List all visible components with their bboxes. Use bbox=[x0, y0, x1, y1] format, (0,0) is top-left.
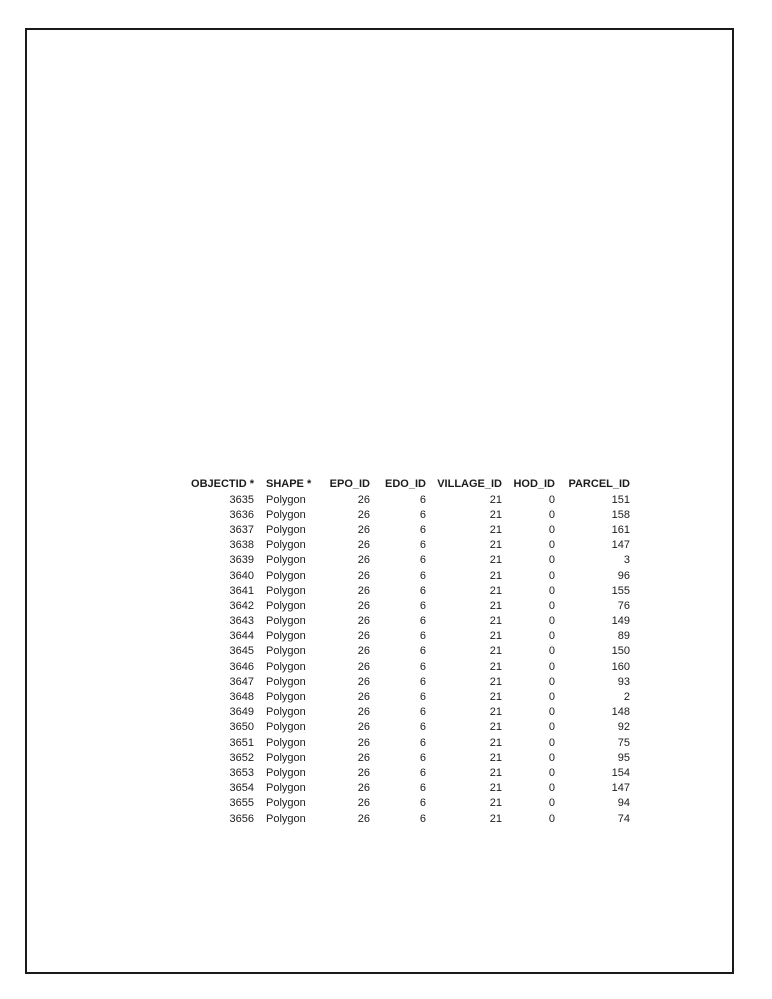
cell-hod_id: 0 bbox=[548, 660, 555, 673]
cell-village_id: 21 bbox=[489, 599, 502, 612]
table-row bbox=[190, 568, 630, 583]
cell-hod_id: 0 bbox=[548, 493, 555, 506]
cell-parcel_id: 158 bbox=[611, 508, 630, 521]
cell-hod_id: 0 bbox=[548, 584, 555, 597]
table-row bbox=[190, 659, 630, 674]
cell-parcel_id: 154 bbox=[611, 766, 630, 779]
cell-edo_id: 6 bbox=[419, 615, 426, 628]
cell-edo_id: 6 bbox=[419, 766, 426, 779]
cell-edo_id: 6 bbox=[419, 584, 426, 597]
cell-shape: Polygon bbox=[266, 675, 306, 688]
column-header-epo_id: EPO_ID bbox=[329, 478, 370, 490]
cell-hod_id: 0 bbox=[548, 675, 555, 688]
cell-edo_id: 6 bbox=[419, 782, 426, 795]
table-row bbox=[190, 811, 630, 826]
cell-village_id: 21 bbox=[489, 691, 502, 704]
cell-village_id: 21 bbox=[489, 508, 502, 521]
cell-village_id: 21 bbox=[489, 766, 502, 779]
cell-epo_id: 26 bbox=[357, 736, 370, 749]
cell-shape: Polygon bbox=[266, 736, 306, 749]
cell-objectid: 3648 bbox=[229, 691, 254, 704]
cell-epo_id: 26 bbox=[357, 797, 370, 810]
cell-shape: Polygon bbox=[266, 721, 306, 734]
cell-parcel_id: 75 bbox=[617, 736, 630, 749]
table-row bbox=[190, 507, 630, 522]
cell-village_id: 21 bbox=[489, 584, 502, 597]
cell-parcel_id: 92 bbox=[617, 721, 630, 734]
cell-parcel_id: 89 bbox=[617, 630, 630, 643]
cell-edo_id: 6 bbox=[419, 569, 426, 582]
cell-epo_id: 26 bbox=[357, 691, 370, 704]
cell-edo_id: 6 bbox=[419, 721, 426, 734]
cell-hod_id: 0 bbox=[548, 691, 555, 704]
table-row bbox=[190, 553, 630, 568]
table-row bbox=[190, 689, 630, 704]
table-body bbox=[190, 492, 630, 826]
cell-edo_id: 6 bbox=[419, 539, 426, 552]
cell-edo_id: 6 bbox=[419, 493, 426, 506]
cell-shape: Polygon bbox=[266, 766, 306, 779]
cell-edo_id: 6 bbox=[419, 599, 426, 612]
cell-objectid: 3647 bbox=[229, 675, 254, 688]
cell-edo_id: 6 bbox=[419, 812, 426, 825]
cell-hod_id: 0 bbox=[548, 812, 555, 825]
cell-epo_id: 26 bbox=[357, 615, 370, 628]
cell-objectid: 3638 bbox=[229, 539, 254, 552]
cell-parcel_id: 148 bbox=[611, 706, 630, 719]
cell-shape: Polygon bbox=[266, 691, 306, 704]
cell-shape: Polygon bbox=[266, 797, 306, 810]
cell-edo_id: 6 bbox=[419, 508, 426, 521]
cell-objectid: 3646 bbox=[229, 660, 254, 673]
cell-village_id: 21 bbox=[489, 736, 502, 749]
table-row bbox=[190, 674, 630, 689]
table-row bbox=[190, 522, 630, 537]
cell-village_id: 21 bbox=[489, 493, 502, 506]
table-row bbox=[190, 705, 630, 720]
cell-village_id: 21 bbox=[489, 569, 502, 582]
cell-epo_id: 26 bbox=[357, 493, 370, 506]
cell-shape: Polygon bbox=[266, 630, 306, 643]
cell-edo_id: 6 bbox=[419, 751, 426, 764]
cell-edo_id: 6 bbox=[419, 554, 426, 567]
cell-objectid: 3642 bbox=[229, 599, 254, 612]
cell-objectid: 3655 bbox=[229, 797, 254, 810]
cell-objectid: 3645 bbox=[229, 645, 254, 658]
cell-village_id: 21 bbox=[489, 645, 502, 658]
column-header-hod_id: HOD_ID bbox=[513, 478, 555, 490]
cell-hod_id: 0 bbox=[548, 782, 555, 795]
cell-parcel_id: 93 bbox=[617, 675, 630, 688]
cell-objectid: 3639 bbox=[229, 554, 254, 567]
cell-shape: Polygon bbox=[266, 508, 306, 521]
cell-objectid: 3649 bbox=[229, 706, 254, 719]
cell-epo_id: 26 bbox=[357, 706, 370, 719]
cell-edo_id: 6 bbox=[419, 706, 426, 719]
cell-parcel_id: 160 bbox=[611, 660, 630, 673]
cell-objectid: 3636 bbox=[229, 508, 254, 521]
cell-hod_id: 0 bbox=[548, 766, 555, 779]
cell-shape: Polygon bbox=[266, 645, 306, 658]
cell-parcel_id: 96 bbox=[617, 569, 630, 582]
cell-village_id: 21 bbox=[489, 721, 502, 734]
cell-hod_id: 0 bbox=[548, 508, 555, 521]
cell-objectid: 3653 bbox=[229, 766, 254, 779]
cell-epo_id: 26 bbox=[357, 812, 370, 825]
cell-epo_id: 26 bbox=[357, 766, 370, 779]
table-row bbox=[190, 538, 630, 553]
table-row bbox=[190, 765, 630, 780]
cell-edo_id: 6 bbox=[419, 630, 426, 643]
cell-shape: Polygon bbox=[266, 493, 306, 506]
table-row bbox=[190, 614, 630, 629]
cell-objectid: 3635 bbox=[229, 493, 254, 506]
cell-edo_id: 6 bbox=[419, 523, 426, 536]
cell-epo_id: 26 bbox=[357, 584, 370, 597]
cell-village_id: 21 bbox=[489, 615, 502, 628]
column-header-parcel_id: PARCEL_ID bbox=[568, 478, 630, 490]
cell-hod_id: 0 bbox=[548, 523, 555, 536]
cell-edo_id: 6 bbox=[419, 645, 426, 658]
cell-parcel_id: 3 bbox=[623, 554, 630, 567]
cell-objectid: 3654 bbox=[229, 782, 254, 795]
table-row bbox=[190, 644, 630, 659]
cell-parcel_id: 151 bbox=[611, 493, 630, 506]
table-row bbox=[190, 629, 630, 644]
cell-village_id: 21 bbox=[489, 782, 502, 795]
table-row bbox=[190, 796, 630, 811]
cell-shape: Polygon bbox=[266, 584, 306, 597]
column-header-shape: SHAPE * bbox=[266, 478, 312, 490]
cell-objectid: 3656 bbox=[229, 812, 254, 825]
cell-hod_id: 0 bbox=[548, 751, 555, 764]
cell-objectid: 3651 bbox=[229, 736, 254, 749]
cell-hod_id: 0 bbox=[548, 706, 555, 719]
attribute-table bbox=[190, 476, 630, 826]
cell-parcel_id: 74 bbox=[617, 812, 630, 825]
cell-hod_id: 0 bbox=[548, 736, 555, 749]
table-row bbox=[190, 598, 630, 613]
cell-epo_id: 26 bbox=[357, 569, 370, 582]
cell-epo_id: 26 bbox=[357, 751, 370, 764]
column-header-edo_id: EDO_ID bbox=[385, 478, 426, 490]
cell-shape: Polygon bbox=[266, 751, 306, 764]
cell-parcel_id: 155 bbox=[611, 584, 630, 597]
cell-edo_id: 6 bbox=[419, 675, 426, 688]
cell-village_id: 21 bbox=[489, 706, 502, 719]
cell-epo_id: 26 bbox=[357, 630, 370, 643]
cell-edo_id: 6 bbox=[419, 797, 426, 810]
cell-objectid: 3643 bbox=[229, 615, 254, 628]
cell-shape: Polygon bbox=[266, 569, 306, 582]
cell-epo_id: 26 bbox=[357, 599, 370, 612]
cell-shape: Polygon bbox=[266, 812, 306, 825]
cell-village_id: 21 bbox=[489, 554, 502, 567]
cell-village_id: 21 bbox=[489, 797, 502, 810]
cell-village_id: 21 bbox=[489, 523, 502, 536]
cell-epo_id: 26 bbox=[357, 660, 370, 673]
column-header-village_id: VILLAGE_ID bbox=[437, 478, 502, 490]
cell-shape: Polygon bbox=[266, 523, 306, 536]
cell-hod_id: 0 bbox=[548, 645, 555, 658]
cell-shape: Polygon bbox=[266, 782, 306, 795]
cell-parcel_id: 147 bbox=[611, 782, 630, 795]
cell-objectid: 3641 bbox=[229, 584, 254, 597]
cell-village_id: 21 bbox=[489, 660, 502, 673]
cell-hod_id: 0 bbox=[548, 599, 555, 612]
column-header-objectid: OBJECTID * bbox=[191, 478, 254, 490]
cell-hod_id: 0 bbox=[548, 615, 555, 628]
cell-objectid: 3652 bbox=[229, 751, 254, 764]
cell-hod_id: 0 bbox=[548, 569, 555, 582]
cell-epo_id: 26 bbox=[357, 539, 370, 552]
cell-village_id: 21 bbox=[489, 812, 502, 825]
cell-hod_id: 0 bbox=[548, 539, 555, 552]
table-row bbox=[190, 583, 630, 598]
cell-epo_id: 26 bbox=[357, 554, 370, 567]
cell-edo_id: 6 bbox=[419, 691, 426, 704]
cell-parcel_id: 2 bbox=[623, 691, 630, 704]
cell-shape: Polygon bbox=[266, 554, 306, 567]
cell-parcel_id: 150 bbox=[611, 645, 630, 658]
cell-objectid: 3640 bbox=[229, 569, 254, 582]
cell-shape: Polygon bbox=[266, 706, 306, 719]
table-header-row bbox=[190, 476, 630, 492]
cell-shape: Polygon bbox=[266, 615, 306, 628]
cell-shape: Polygon bbox=[266, 599, 306, 612]
cell-edo_id: 6 bbox=[419, 736, 426, 749]
cell-epo_id: 26 bbox=[357, 523, 370, 536]
table-row bbox=[190, 720, 630, 735]
cell-parcel_id: 95 bbox=[617, 751, 630, 764]
cell-objectid: 3650 bbox=[229, 721, 254, 734]
cell-parcel_id: 76 bbox=[617, 599, 630, 612]
cell-epo_id: 26 bbox=[357, 645, 370, 658]
cell-epo_id: 26 bbox=[357, 508, 370, 521]
cell-hod_id: 0 bbox=[548, 797, 555, 810]
cell-village_id: 21 bbox=[489, 539, 502, 552]
table-row bbox=[190, 781, 630, 796]
cell-objectid: 3637 bbox=[229, 523, 254, 536]
document-page-border bbox=[25, 28, 734, 974]
cell-parcel_id: 149 bbox=[611, 615, 630, 628]
table-row bbox=[190, 750, 630, 765]
cell-village_id: 21 bbox=[489, 630, 502, 643]
table-row bbox=[190, 492, 630, 507]
cell-parcel_id: 94 bbox=[617, 797, 630, 810]
cell-hod_id: 0 bbox=[548, 721, 555, 734]
cell-parcel_id: 161 bbox=[611, 523, 630, 536]
cell-epo_id: 26 bbox=[357, 721, 370, 734]
cell-epo_id: 26 bbox=[357, 782, 370, 795]
table-row bbox=[190, 735, 630, 750]
cell-hod_id: 0 bbox=[548, 554, 555, 567]
cell-shape: Polygon bbox=[266, 660, 306, 673]
cell-objectid: 3644 bbox=[229, 630, 254, 643]
cell-hod_id: 0 bbox=[548, 630, 555, 643]
cell-village_id: 21 bbox=[489, 751, 502, 764]
cell-edo_id: 6 bbox=[419, 660, 426, 673]
cell-epo_id: 26 bbox=[357, 675, 370, 688]
cell-shape: Polygon bbox=[266, 539, 306, 552]
cell-village_id: 21 bbox=[489, 675, 502, 688]
cell-parcel_id: 147 bbox=[611, 539, 630, 552]
